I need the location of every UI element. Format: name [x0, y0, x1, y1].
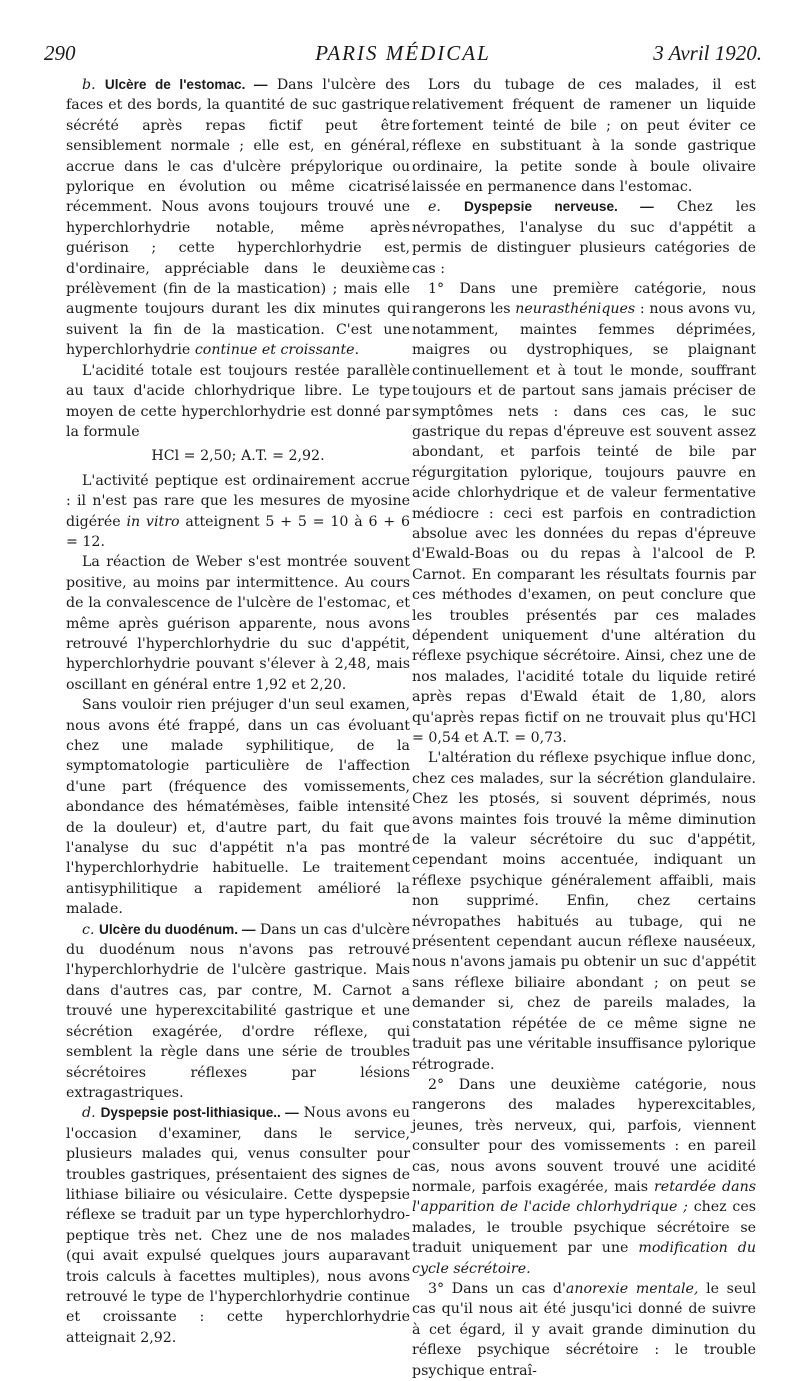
section-e-text: Chez les névropathes, l'analyse du suc d'appétit a permis de distinguer plusieurs catégories de cas :	[412, 199, 757, 277]
section-d-heading: Dyspepsie post-lithiasique.. —	[100, 1105, 299, 1121]
text: : nous avons vu, notamment, maintes femmes déprimées, maigres ou dystrophiques, se plaignant continuellement et à tout le monde, souffrant toujours et de partout sans jamais préciser de symptômes nets : dans ces cas, le suc gastrique du repas d'épreuve est souvent assez abondant, et parfois teinté de bile par régurgitation pylorique, toujours pauvre en acide chlorhydrique et de valeur fermentative médiocre : ceci est parfois en contradiction absolue avec les données du repas d'épreuve d'Ewald-Boas ou du repas à l'alcool de P. Carnot. En comparant les résultats fournis par ces méthodes d'examen, on peut conclure que les troubles présentés par ces malades dépendent uniquement d'une altération du réflexe psychique sécrétoire. Ainsi, chez une de nos malades, l'acidité totale du liquide retiré après repas d'Ewald était de 1,80, alors qu'après repas fictif on ne trouvait plus qu'HCl = 0,54 et A.T. = 0,73.	[412, 301, 756, 746]
paragraph	[66, 471, 410, 553]
section-b-heading: Ulcère de l'estomac. —	[104, 77, 268, 92]
section-d-paragraph	[66, 1103, 410, 1348]
text: atteignent 5 + 5 = 10 à 6 + 6 = 12.	[66, 513, 410, 550]
section-b-text: Dans l'ulcère des faces et des bords, la quantité de suc gastrique sécrété après repas fictif peut être sensiblement normale ; elle est, en général, accrue dans le cas d'ulcère prépylorique ou pylorique en évolution ou même cicatrisé récemment. Nous avons toujours trouvé une hyperchlorhydrie notable, même après guérison ; cette hyperchlorhydrie est, d'ordinaire, appréciable dans le deuxième prélèvement (fin de la mastication) ; mais elle augmente toujours durant les dix minutes qui suivent la fin de la mastication. C'est une hyperchlorhydrie	[66, 77, 411, 359]
paragraph: Sans vouloir rien préjuger d'un seul examen, nous avons été frappé, dans un cas évoluant chez une malade syphilitique, de la symptomatologie particulière de l'affection d'une part (fréquence des vomissements, abondance des hématémèses, faible intensité de la douleur) et, d'autre part, du fait que l'analyse du suc d'appétit n'a pas montré l'hyperchlorhydrie habituelle. Le traitement antisyphilitique a rapidement amélioré la malade.	[66, 697, 410, 918]
issue-date: 3 Avril 1920.	[653, 41, 762, 65]
right-column	[412, 75, 756, 1381]
journal-title: PARIS MÉDICAL	[315, 41, 491, 65]
paragraph: La réaction de Weber s'est montrée souvent positive, au moins par intermittence. Au cours de la convalescence de l'ulcère de l'estomac, et même après guérison apparente, nous avons retrouvé l'hyperchlorhydrie du suc d'appétit, hyperchlorhydrie pouvant s'élever à 2,48, mais oscillant en général entre 1,92 et 2,20.	[66, 554, 410, 693]
emphasis: neurasthéniques	[515, 301, 636, 318]
text: 1° Dans une première catégorie, nous rangerons les	[412, 281, 756, 318]
paragraph: Lors du tubage de ces malades, il est relativement fréquent de ramener un liquide fortement teinté de bile ; on peut éviter ce réflexe en substituant à la sonde gastrique ordinaire, la petite sonde à boule olivaire laissée en permanence dans l'estomac.	[412, 77, 756, 196]
text: le seul cas qu'il nous ait été jusqu'ici donné de suivre à cet égard, il y avait grande diminution du réflexe psychique sécrétoire : le trouble psychique entraî-	[412, 1280, 757, 1379]
section-b-letter: b.	[82, 77, 96, 93]
section-c-letter: c.	[82, 921, 95, 938]
section-b-paragraph	[66, 75, 410, 361]
text: 2° Dans une deuxième catégorie, nous rangerons des malades hyperexcitables, jeunes, très nerveux, qui, parfois, viennent consulter pour des vomissements : en pareil cas, nous avons souvent trouvé une acidité normale, parfois exagérée, mais	[412, 1076, 756, 1195]
section-c-paragraph	[66, 920, 410, 1104]
emphasis: anorexie mentale,	[565, 1280, 699, 1297]
category-2-paragraph	[412, 1075, 756, 1279]
section-d-text: Nous avons eu l'occasion d'examiner, dans le service, plusieurs malades qui, venus consulter pour troubles gastriques, présentaient des signes de lithiase biliaire ou vésiculaire. Cette dyspepsie réflexe se traduit par un type hyperchlorhydro-peptique très net. Chez une de nos malades (qui avait expulsé quelques jours auparavant trois calculs à facettes multiples), nous avons retrouvé le type de l'hyperchlorhydrie continue et croissante : cette hyperchlorhydrie atteignait 2,92.	[66, 1105, 410, 1346]
emphasis: retardée dans l'apparition de l'acide chlorhydrique ;	[412, 1178, 756, 1216]
formula: HCl = 2,50; A.T. = 2,92.	[151, 448, 325, 465]
paragraph: L'altération du réflexe psychique influe donc, chez ces malades, sur la sécrétion glandulaire. Chez les ptosés, si souvent déprimés, nous avons maintes fois trouvé la même diminution de la valeur sécrétoire du suc d'appétit, cependant moins accentuée, indiquant un réflexe psychique généralement affaibli, mais non supprimé. Enfin, chez certains névropathes habitués au tubage, qui ne présentent cependant aucun réflexe nauséeux, nous n'avons jamais pu obtenir un suc d'appétit sans réflexe biliaire abondant ; on peut se demander si, chez de pareils malades, la constatation répétée de ce même signe ne traduit pas une véritable insuffisance pylorique rétrograde.	[412, 750, 756, 1073]
section-e-letter: e.	[428, 199, 441, 216]
section-b-emphasis: continue et croissante.	[194, 342, 360, 359]
text: chez ces malades, le trouble psychique sécrétoire se traduit uniquement par une	[412, 1199, 757, 1257]
section-e-paragraph	[412, 197, 756, 279]
text: 3° Dans un cas d'	[428, 1280, 566, 1297]
category-1-paragraph	[412, 279, 756, 748]
text: L'activité peptique est ordinairement accrue : il n'est pas rare que les mesures de myosine digérée	[66, 472, 410, 530]
emphasis: in vitro	[126, 513, 180, 530]
section-c-heading: Ulcère du duodénum. —	[99, 921, 256, 937]
section-e-heading: Dyspepsie nerveuse. —	[464, 199, 654, 215]
section-d-letter: d.	[82, 1105, 96, 1122]
emphasis: modification du cycle sécrétoire.	[412, 1240, 756, 1277]
section-c-text: Dans un cas d'ulcère du duodénum nous n'avons pas retrouvé l'hyperchlorhydrie de l'ulcère gastrique. Mais dans d'autres cas, par contre, M. Carnot a trouvé une hyperexcitabilité gastrique et une sécrétion exagérée, d'ordre réflexe, qui semblent la règle dans une série de troubles sécrétoires réflexes par lésions extragastriques.	[66, 921, 411, 1101]
page-number: 290	[44, 41, 76, 65]
paragraph: L'acidité totale est toujours restée parallèle au taux d'acide chlorhydrique libre. Le type moyen de cette hyperchlorhydrie est donné par la formule	[66, 362, 410, 440]
left-column	[66, 75, 410, 1348]
running-header	[44, 38, 762, 72]
category-3-paragraph	[412, 1279, 756, 1381]
